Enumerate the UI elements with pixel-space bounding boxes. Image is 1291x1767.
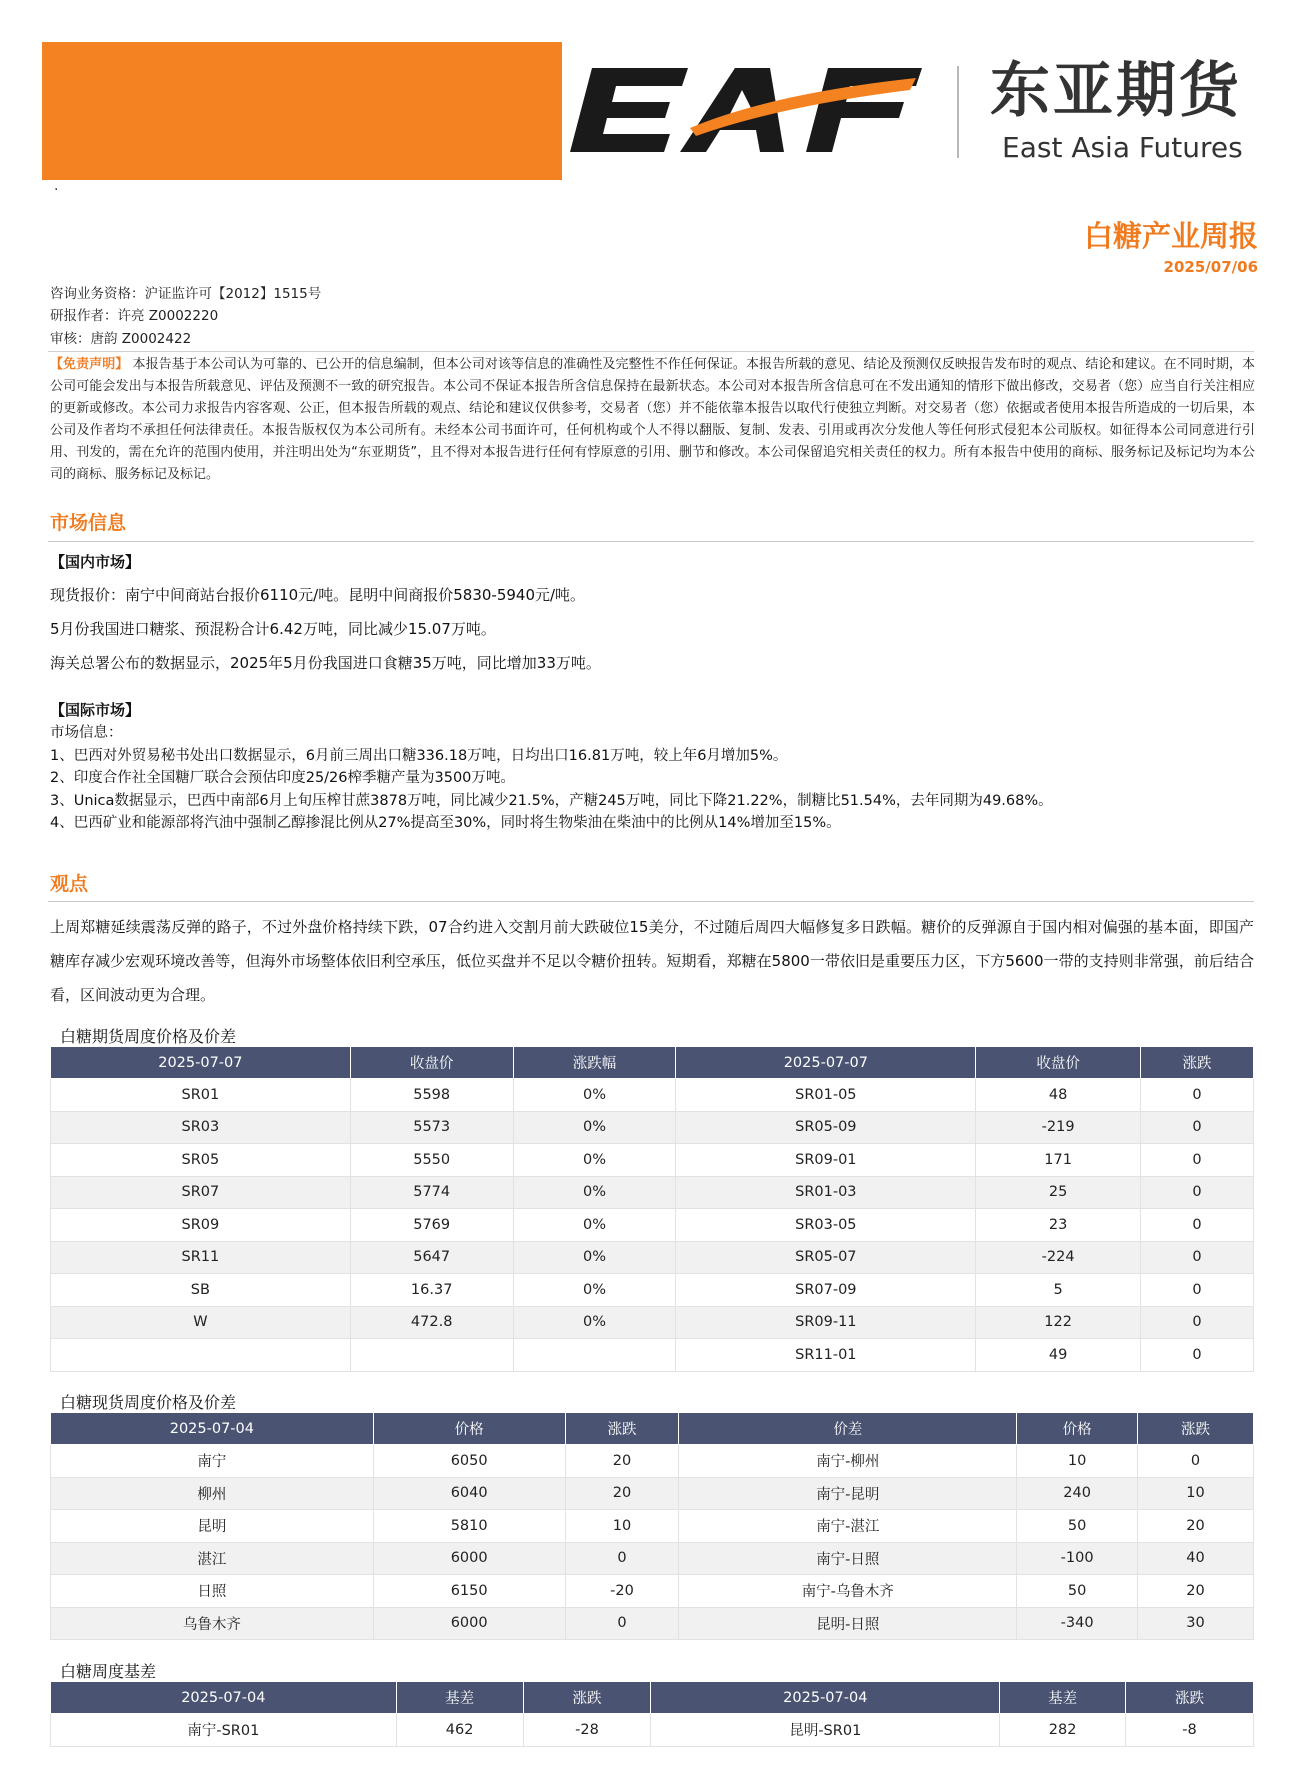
- table-cell: 5: [976, 1274, 1141, 1307]
- table-cell: 湛江: [51, 1542, 374, 1575]
- table-cell: 6040: [373, 1477, 565, 1510]
- table-cell: 20: [565, 1477, 679, 1510]
- table-cell: 0: [565, 1607, 679, 1640]
- column-header: 价格: [373, 1413, 565, 1445]
- table-cell: SR07-09: [676, 1274, 976, 1307]
- table-row: [51, 1575, 1254, 1608]
- table-cell: 5550: [350, 1144, 513, 1177]
- column-header: 涨跌: [1138, 1413, 1254, 1445]
- table-cell: 5573: [350, 1111, 513, 1144]
- header-dot: ·: [54, 182, 59, 198]
- table-cell: 5810: [373, 1510, 565, 1543]
- futures-table-caption: 白糖期货周度价格及价差: [60, 1027, 237, 1046]
- column-header: 2025-07-04: [51, 1413, 374, 1445]
- table-cell: 0: [1141, 1339, 1254, 1372]
- table-cell: 0: [1141, 1144, 1254, 1177]
- table-header-row: [51, 1413, 1254, 1445]
- table-row: [51, 1510, 1254, 1543]
- table-cell: SR03: [51, 1111, 351, 1144]
- table-cell: 南宁-湛江: [679, 1510, 1017, 1543]
- disclaimer-tag: 【免责声明】: [50, 357, 129, 372]
- table-cell: 南宁-日照: [679, 1542, 1017, 1575]
- table-cell: 南宁-SR01: [51, 1714, 397, 1747]
- table-cell: -340: [1017, 1607, 1138, 1640]
- table-cell: 0%: [513, 1209, 676, 1242]
- table-cell: SR05-09: [676, 1111, 976, 1144]
- table-cell: 23: [976, 1209, 1141, 1242]
- table-cell: 5598: [350, 1079, 513, 1112]
- table-cell: SR01-03: [676, 1176, 976, 1209]
- section-heading-market: 市场信息: [50, 512, 127, 534]
- column-header: 价差: [679, 1413, 1017, 1445]
- author-info: 研报作者：许亮 Z0002220: [50, 308, 219, 324]
- table-cell: 20: [1138, 1510, 1254, 1543]
- international-list: [50, 722, 1053, 835]
- table-cell: 50: [1017, 1510, 1138, 1543]
- table-row: [51, 1445, 1254, 1478]
- international-item: 2、印度合作社全国糖厂联合会预估印度25/26榨季糖产量为3500万吨。: [50, 770, 515, 786]
- spot-table-caption: 白糖现货周度价格及价差: [60, 1393, 237, 1412]
- table-cell: 20: [565, 1445, 679, 1478]
- section-divider: [48, 541, 1254, 542]
- table-cell: 6000: [373, 1542, 565, 1575]
- table-cell: 0: [1138, 1445, 1254, 1478]
- table-cell: 16.37: [350, 1274, 513, 1307]
- divider: [48, 351, 1254, 352]
- table-cell: SR09-01: [676, 1144, 976, 1177]
- table-cell: 0: [565, 1542, 679, 1575]
- table-header-row: [51, 1047, 1254, 1079]
- table-cell: -219: [976, 1111, 1141, 1144]
- table-cell: 南宁-昆明: [679, 1477, 1017, 1510]
- table-cell: 南宁-柳州: [679, 1445, 1017, 1478]
- table-cell: 0%: [513, 1306, 676, 1339]
- table-cell: 柳州: [51, 1477, 374, 1510]
- eaf-logo: [570, 64, 922, 156]
- column-header: 涨跌: [523, 1682, 651, 1714]
- table-row: [51, 1339, 1254, 1372]
- column-header: 2025-07-04: [651, 1682, 1000, 1714]
- table-cell: 20: [1138, 1575, 1254, 1608]
- table-cell: 10: [1017, 1445, 1138, 1478]
- table-cell: 6000: [373, 1607, 565, 1640]
- column-header: 收盘价: [976, 1047, 1141, 1079]
- table-cell: 6150: [373, 1575, 565, 1608]
- basis-table: [50, 1681, 1254, 1747]
- table-cell: 0: [1141, 1241, 1254, 1274]
- table-cell: 昆明-SR01: [651, 1714, 1000, 1747]
- table-cell: SR01: [51, 1079, 351, 1112]
- table-cell: [350, 1339, 513, 1372]
- table-cell: -20: [565, 1575, 679, 1608]
- header-orange-band: [42, 42, 562, 180]
- domestic-item: 现货报价：南宁中间商站台报价6110元/吨。昆明中间商报价5830-5940元/吨。: [50, 586, 586, 604]
- table-cell: 25: [976, 1176, 1141, 1209]
- table-cell: SR09: [51, 1209, 351, 1242]
- domestic-item: 海关总署公布的数据显示，2025年5月份我国进口食糖35万吨，同比增加33万吨。: [50, 654, 601, 672]
- table-cell: 0%: [513, 1274, 676, 1307]
- table-cell: 0: [1141, 1176, 1254, 1209]
- report-date: 2025/07/06: [1163, 258, 1258, 276]
- disclaimer-text: 本报告基于本公司认为可靠的、已公开的信息编制，但本公司对该等信息的准确性及完整性不作任何保证。本报告所载的意见、结论及预测仅反映报告发布时的观点、结论和建议。在不同时期，本公司可能会发出与本报告所载意见、评估及预测不一致的研究报告。本公司不保证本报告所含信息保持在最新状态。本公司对本报告所含信息可在不发出通知的情形下做出修改，交易者（您）应当自行关注相应的更新或修改。本公司力求报告内容客观、公正，但本报告所载的观点、结论和建议仅供参考，交易者（您）并不能依靠本报告以取代行使独立判断。对交易者（您）依据或者使用本报告所造成的一切后果，本公司及作者均不承担任何法律责任。本报告版权仅为本公司所有。未经本公司书面许可，任何机构或个人不得以翻版、复制、发表、引用或再次分发他人等任何形式侵犯本公司版权。如征得本公司同意进行引用、刊发的，需在允许的范围内使用，并注明出处为“东亚期货”，且不得对本报告进行任何有悖原意的引用、删节和修改。本公司保留追究相关责任的权力。所有本报告中使用的商标、服务标记及标记均为本公司的商标、服务标记及标记。: [50, 357, 1255, 482]
- table-cell: 472.8: [350, 1306, 513, 1339]
- table-cell: 0: [1141, 1079, 1254, 1112]
- table-cell: -28: [523, 1714, 651, 1747]
- table-cell: 48: [976, 1079, 1141, 1112]
- table-cell: SR11-01: [676, 1339, 976, 1372]
- table-cell: SR09-11: [676, 1306, 976, 1339]
- international-title: 【国际市场】: [50, 701, 141, 719]
- brand-name-cn: 东亚期货: [990, 56, 1242, 126]
- spot-table-body: [51, 1445, 1254, 1640]
- table-cell: -224: [976, 1241, 1141, 1274]
- basis-table-caption: 白糖周度基差: [60, 1662, 157, 1681]
- table-row: [51, 1079, 1254, 1112]
- report-title: 白糖产业周报: [1083, 219, 1258, 253]
- column-header: 涨跌: [565, 1413, 679, 1445]
- futures-table: [50, 1046, 1254, 1372]
- table-row: [51, 1209, 1254, 1242]
- table-cell: 日照: [51, 1575, 374, 1608]
- column-header: 收盘价: [350, 1047, 513, 1079]
- table-cell: 昆明-日照: [679, 1607, 1017, 1640]
- table-cell: W: [51, 1306, 351, 1339]
- reviewer-info: 审核：唐韵 Z0002422: [50, 331, 192, 347]
- table-cell: 昆明: [51, 1510, 374, 1543]
- table-cell: 240: [1017, 1477, 1138, 1510]
- brand-name-en: East Asia Futures: [1002, 131, 1243, 164]
- table-cell: 0%: [513, 1144, 676, 1177]
- column-header: 2025-07-07: [51, 1047, 351, 1079]
- table-cell: 0: [1141, 1306, 1254, 1339]
- table-cell: 0%: [513, 1241, 676, 1274]
- table-cell: 0%: [513, 1111, 676, 1144]
- table-cell: 49: [976, 1339, 1141, 1372]
- table-cell: SR07: [51, 1176, 351, 1209]
- column-header: 价格: [1017, 1413, 1138, 1445]
- section-heading-viewpoint: 观点: [50, 873, 89, 895]
- table-cell: 0%: [513, 1176, 676, 1209]
- table-row: [51, 1607, 1254, 1640]
- futures-table-body: [51, 1079, 1254, 1372]
- column-header: 2025-07-07: [676, 1047, 976, 1079]
- table-cell: -100: [1017, 1542, 1138, 1575]
- table-cell: SR05-07: [676, 1241, 976, 1274]
- table-cell: 6050: [373, 1445, 565, 1478]
- table-cell: 5774: [350, 1176, 513, 1209]
- table-cell: 0: [1141, 1274, 1254, 1307]
- table-cell: 乌鲁木齐: [51, 1607, 374, 1640]
- table-cell: [513, 1339, 676, 1372]
- column-header: 涨跌: [1141, 1047, 1254, 1079]
- table-cell: 5769: [350, 1209, 513, 1242]
- table-row: [51, 1241, 1254, 1274]
- table-cell: 122: [976, 1306, 1141, 1339]
- column-header: 涨跌: [1126, 1682, 1254, 1714]
- table-cell: 南宁-乌鲁木齐: [679, 1575, 1017, 1608]
- license-info: 咨询业务资格：沪证监许可【2012】1515号: [50, 286, 322, 302]
- column-header: 2025-07-04: [51, 1682, 397, 1714]
- table-header-row: [51, 1682, 1254, 1714]
- table-row: [51, 1176, 1254, 1209]
- table-row: [51, 1477, 1254, 1510]
- international-intro: 市场信息：: [50, 725, 123, 741]
- column-header: 基差: [396, 1682, 523, 1714]
- logo-divider: [957, 66, 959, 158]
- table-cell: SR01-05: [676, 1079, 976, 1112]
- table-row: [51, 1542, 1254, 1575]
- table-cell: [51, 1339, 351, 1372]
- table-cell: 南宁: [51, 1445, 374, 1478]
- table-row: [51, 1274, 1254, 1307]
- table-row: [51, 1714, 1254, 1747]
- table-cell: 10: [565, 1510, 679, 1543]
- column-header: 涨跌幅: [513, 1047, 676, 1079]
- table-row: [51, 1144, 1254, 1177]
- international-item: 1、巴西对外贸易秘书处出口数据显示，6月前三周出口糖336.18万吨，日均出口16.81万吨，较上年6月增加5%。: [50, 747, 788, 764]
- table-cell: 0: [1141, 1111, 1254, 1144]
- table-cell: SR03-05: [676, 1209, 976, 1242]
- table-cell: 10: [1138, 1477, 1254, 1510]
- table-cell: SB: [51, 1274, 351, 1307]
- table-cell: 0: [1141, 1209, 1254, 1242]
- table-cell: -8: [1126, 1714, 1254, 1747]
- spot-table: [50, 1412, 1254, 1640]
- disclaimer: [50, 354, 1255, 486]
- table-cell: 30: [1138, 1607, 1254, 1640]
- domestic-title: 【国内市场】: [50, 553, 141, 571]
- table-cell: SR05: [51, 1144, 351, 1177]
- table-row: [51, 1111, 1254, 1144]
- table-cell: 0%: [513, 1079, 676, 1112]
- viewpoint-text: 上周郑糖延续震荡反弹的路子，不过外盘价格持续下跌，07合约进入交割月前大跌破位15美分，不过随后周四大幅修复多日跌幅。糖价的反弹源自于国内相对偏强的基本面，即国产糖库存减少宏观环境改善等，但海外市场整体依旧利空承压，低位买盘并不足以令糖价扭转。短期看，郑糖在5800一带依旧是重要压力区，下方5600一带的支持则非常强，前后结合看，区间波动更为合理。: [50, 918, 1254, 1004]
- table-cell: 462: [396, 1714, 523, 1747]
- basis-table-body: [51, 1714, 1254, 1747]
- table-cell: SR11: [51, 1241, 351, 1274]
- international-item: 3、Unica数据显示，巴西中南部6月上旬压榨甘蔗3878万吨，同比减少21.5%，产糖245万吨，同比下降21.22%，制糖比51.54%，去年同期为49.68%。: [50, 792, 1053, 809]
- international-item: 4、巴西矿业和能源部将汽油中强制乙醇掺混比例从27%提高至30%，同时将生物柴油在柴油中的比例从14%增加至15%。: [50, 815, 841, 831]
- table-cell: 171: [976, 1144, 1141, 1177]
- table-cell: 50: [1017, 1575, 1138, 1608]
- table-row: [51, 1306, 1254, 1339]
- table-cell: 5647: [350, 1241, 513, 1274]
- column-header: 基差: [1000, 1682, 1126, 1714]
- table-cell: 282: [1000, 1714, 1126, 1747]
- domestic-item: 5月份我国进口糖浆、预混粉合计6.42万吨，同比减少15.07万吨。: [50, 620, 496, 638]
- section-divider: [48, 901, 1254, 902]
- table-cell: 40: [1138, 1542, 1254, 1575]
